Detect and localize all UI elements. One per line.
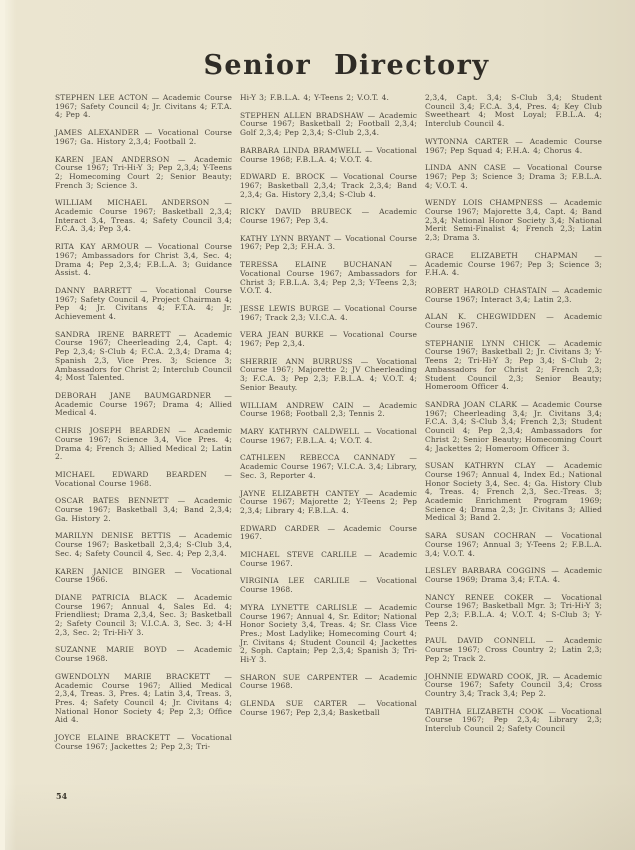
directory-entry: BARBARA LINDA BRAMWELL — Vocational Course 1968; F.B.L.A. 4; V.O.T. 4. bbox=[240, 145, 417, 164]
directory-entry: GLENDA SUE CARTER — Vocational Course 1967; Pep 2,3,4; Basketball bbox=[240, 699, 417, 717]
directory-entry: WILLIAM MICHAEL ANDERSON — Academic Course 1967; Basketball 2,3,4; Interact 3,4, Treas. 4; Safety Council 3,4; F.C.A. 3,4; Pep 3,4. bbox=[55, 198, 232, 234]
directory-column-1 bbox=[55, 94, 232, 760]
page-number: 54 bbox=[56, 791, 68, 801]
directory-entry: ALAN K. CHEGWIDDEN — Academic Course 1967. bbox=[425, 312, 602, 331]
directory-entry: MYRA LYNETTE CARLISLE — Academic Course 1967; Annual 4, Sr. Editor; National Honor Society 3,4, Treas. 4; Sr. Class Vice Pres.; Most Ladylike; Homecoming Court 4; Jr. Civitans 4; Student Council 4; Jackettes 2, Soph. Captain; Pep 2,3,4; Spanish 3; Tri-Hi-Y 3. bbox=[240, 602, 417, 665]
page-title: Senior Directory bbox=[203, 50, 490, 81]
directory-entry: MARY KATHRYN CALDWELL — Vocational Course 1967; F.B.L.A. 4; V.O.T. 4. bbox=[240, 426, 417, 445]
directory-entry: Hi-Y 3; F.B.L.A. 4; Y-Teens 2; V.O.T. 4. bbox=[240, 93, 389, 102]
directory-entry: GWENDOLYN MARIE BRACKETT — Academic Course 1967; Allied Medical 2,3,4, Treas. 3, Pres. 4; Latin 3,4, Treas. 3, Pres. 4; Safety Council 4; Jr. Civitans 4; National Honor Society 4; Pep 2,3; Office Aid 4. bbox=[55, 671, 232, 725]
directory-entry: MARILYN DENISE BETTIS — Academic Course 1967; Basketball 2,3,4; S-Club 3,4, Sec. 4; Safety Council 4, Sec. 4; Pep 2,3,4. bbox=[55, 531, 232, 558]
directory-entry: STEPHANIE LYNN CHICK — Academic Course 1967; Basketball 2; Jr. Civitans 3; Y-Teens 2; Tri-Hi-Y 3; Pep 3,4; S-Club 2; Ambassadors for Christ 2; French 2,3; Student Council 2,3; Senior Beauty; Homeroom Officer 4. bbox=[425, 338, 602, 392]
directory-entry: VERA JEAN BURKE — Vocational Course 1967; Pep 2,3,4. bbox=[240, 330, 417, 349]
directory-entry: SANDRA JOAN CLARK — Academic Course 1967; Cheerleading 3,4; Jr. Civitans 3,4; F.C.A. 3,4; S-Club 3,4; French 2,3; Student Council 4; Pep 2,3,4; Ambassadors for Christ 2; Senior Beauty; Homecoming Court 4; Jackettes 2; Homeroom Officer 3. bbox=[425, 399, 602, 453]
directory-entry: DANNY BARRETT — Vocational Course 1967; Safety Council 4, Project Chairman 4; Pep 4; Jr. Civitans 4; F.T.A. 4; Jr. Achievement 4. bbox=[55, 285, 232, 322]
directory-entry: SUZANNE MARIE BOYD — Academic Course 1968. bbox=[55, 645, 232, 664]
directory-entry: LESLEY BARBARA COGGINS — Academic Course 1969; Drama 3,4; F.T.A. 4. bbox=[425, 566, 602, 584]
directory-entry: SANDRA IRENE BARRETT — Academic Course 1967; Cheerleading 2,4, Capt. 4; Pep 2,3,4; S-Club 4; F.C.A. 2,3,4; Drama 4; Spanish 2,3, Vice Pres. 3; Science 3; Ambassadors for Christ 2; Interclub Council 4; Most Talented. bbox=[55, 329, 232, 383]
scanned-page-edge bbox=[0, 0, 5, 850]
directory-entry: JOYCE ELAINE BRACKETT — Vocational Course 1967; Jackettes 2; Pep 2,3; Tri- bbox=[55, 733, 232, 751]
directory-entry: EDWARD CARDER — Academic Course 1967. bbox=[240, 523, 417, 542]
directory-entry: WENDY LOIS CHAMPNESS — Academic Course 1967; Majorette 3,4, Capt. 4; Band 2,3,4; National Honor Society 3,4; National Merit Semi-Finalist 4; French 2,3; Latin 2,3; Drama 3. bbox=[425, 198, 602, 243]
directory-entry: STEPHEN LEE ACTON — Academic Course 1967; Safety Council 4; Jr. Civitans 4; F.T.A. 4; Pep 4. bbox=[55, 93, 232, 120]
directory-entry: LINDA ANN CASE — Vocational Course 1967; Pep 3; Science 3; Drama 3; F.B.L.A. 4; V.O.T. 4. bbox=[425, 163, 602, 190]
directory-entry: RICKY DAVID BRUBECK — Academic Course 1967; Pep 3,4. bbox=[240, 207, 417, 226]
directory-entry: CHRIS JOSEPH BEARDEN — Academic Course 1967; Science 3,4, Vice Pres. 4; Drama 4; French 3; Allied Medical 2; Latin 2. bbox=[55, 426, 232, 462]
directory-column-3 bbox=[425, 94, 602, 760]
directory-entry: MICHAEL STEVE CARLILE — Academic Course 1967. bbox=[240, 550, 417, 568]
directory-entry: PAUL DAVID CONNELL — Academic Course 1967; Cross Country 2; Latin 2,3; Pep 2; Track 2. bbox=[425, 636, 602, 663]
directory-entry: JAYNE ELIZABETH CANTEY — Academic Course 1967; Majorette 2; Y-Teens 2; Pep 2,3,4; Library 4; F.B.L.A. 4. bbox=[240, 488, 417, 515]
directory-entry: OSCAR BATES BENNETT — Academic Course 1967; Basketball 3,4; Band 2,3,4; Ga. History 2. bbox=[55, 496, 232, 523]
directory-entry: TERESSA ELAINE BUCHANAN — Vocational Course 1967; Ambassadors for Christ 3; F.B.L.A. 3,4; Pep 2,3; Y-Teens 2,3; V.O.T. 4. bbox=[240, 260, 417, 296]
directory-entry: WILLIAM ANDREW CAIN — Academic Course 1968; Football 2,3; Tennis 2. bbox=[240, 400, 417, 419]
directory-entry: ROBERT HAROLD CHASTAIN — Academic Course 1967; Interact 3,4; Latin 2,3. bbox=[425, 285, 602, 304]
directory-column-2 bbox=[240, 94, 417, 760]
directory-entry: RITA KAY ARMOUR — Vocational Course 1967; Ambassadors for Christ 3,4, Sec. 4; Drama 4; Pep 2,3,4; F.B.L.A. 3; Guidance Assist. 4. bbox=[55, 242, 232, 278]
directory-columns bbox=[0, 81, 635, 760]
directory-entry: 2,3,4, Capt. 3,4; S-Club 3,4; Student Council 3,4; F.C.A. 3,4, Pres. 4; Key Club Sweetheart 4; Most Loyal; F.B.L.A. 4; Interclub Council 4. bbox=[425, 93, 602, 129]
directory-entry: DIANE PATRICIA BLACK — Academic Course 1967; Annual 4, Sales Ed. 4; Friendliest; Drama 2,3,4, Sec. 3; Basketball 2; Safety Council 3; V.I.C.A. 3, Sec. 3; 4-H 2,3, Sec. 2; Tri-Hi-Y 3. bbox=[55, 592, 232, 637]
directory-entry: CATHLEEN REBECCA CANNADY — Academic Course 1967; V.I.C.A. 3,4; Library, Sec. 3, Reporter 4. bbox=[240, 453, 417, 480]
directory-entry: DEBORAH JANE BAUMGARDNER — Academic Course 1967; Drama 4; Allied Medical 4. bbox=[55, 390, 232, 418]
directory-entry: SUSAN KATHRYN CLAY — Academic Course 1967; Annual 4, Index Ed.; National Honor Society 3,4, Sec. 4; Ga. History Club 4, Treas. 4; French 2,3, Sec.-Treas. 3; Academic Enrichment Program 1969; Science 4; Drama 2,3; Jr. Civitans 3; Allied Medical 3; Band 2. bbox=[425, 461, 602, 523]
directory-entry: WYTONNA CARTER — Academic Course 1967; Pep Squad 4; F.H.A. 4; Chorus 4. bbox=[425, 136, 602, 155]
directory-entry: EDWARD E. BROCK — Vocational Course 1967; Basketball 2,3,4; Track 2,3,4; Band 2,3,4; Ga. History 2,3,4; S-Club 4. bbox=[240, 172, 417, 199]
directory-entry: KATHY LYNN BRYANT — Vocational Course 1967; Pep 2,3; F.H.A. 3. bbox=[240, 233, 417, 252]
directory-entry: JAMES ALEXANDER — Vocational Course 1967; Ga. History 2,3,4; Football 2. bbox=[55, 128, 232, 146]
directory-entry: JOHNNIE EDWARD COOK, JR. — Academic Course 1967; Safety Council 3,4; Cross Country 3,4; Track 3,4; Pep 2. bbox=[425, 671, 602, 698]
directory-entry: KAREN JEAN ANDERSON — Academic Course 1967; Tri-Hi-Y 3; Pep 2,3,4; Y-Teens 2; Homecoming Court 2; Senior Beauty; French 3; Science 3. bbox=[55, 154, 232, 190]
directory-entry: JESSE LEWIS BURGE — Vocational Course 1967; Track 2,3; V.I.C.A. 4. bbox=[240, 303, 417, 322]
directory-entry: VIRGINIA LEE CARLILE — Vocational Course 1968. bbox=[240, 576, 417, 595]
directory-entry: GRACE ELIZABETH CHAPMAN — Academic Course 1967; Pep 3; Science 3; F.H.A. 4. bbox=[425, 250, 602, 278]
directory-entry: STEPHEN ALLEN BRADSHAW — Academic Course 1967; Basketball 2; Football 2,3,4; Golf 2,3,4; Pep 2,3,4; S-Club 2,3,4. bbox=[240, 110, 417, 138]
directory-entry: MICHAEL EDWARD BEARDEN — Vocational Course 1968. bbox=[55, 469, 232, 488]
directory-entry: SHERRIE ANN BURRUSS — Vocational Course 1967; Majorette 2; JV Cheerleading 3; F.C.A. 3; Pep 2,3; F.B.L.A. 4; V.O.T. 4; Senior Beauty. bbox=[240, 356, 417, 392]
directory-entry: SHARON SUE CARPENTER — Academic Course 1968. bbox=[240, 672, 417, 691]
directory-entry: KAREN JANICE BINGER — Vocational Course 1966. bbox=[55, 566, 232, 585]
directory-entry: SARA SUSAN COCHRAN — Vocational Course 1967; Annual 3; Y-Teens 2; F.B.L.A. 3,4; V.O.T. 4. bbox=[425, 531, 602, 558]
directory-entry: TABITHA ELIZABETH COOK — Vocational Course 1967; Pep 2,3,4; Library 2,3; Interclub Council 2; Safety Council bbox=[425, 706, 602, 734]
directory-entry: NANCY RENEE COKER — Vocational Course 1967; Basketball Mgr. 3; Tri-Hi-Y 3; Pep 2,3; F.B.L.A. 4; V.O.T. 4; S-Club 3; Y-Teens 2. bbox=[425, 592, 602, 628]
